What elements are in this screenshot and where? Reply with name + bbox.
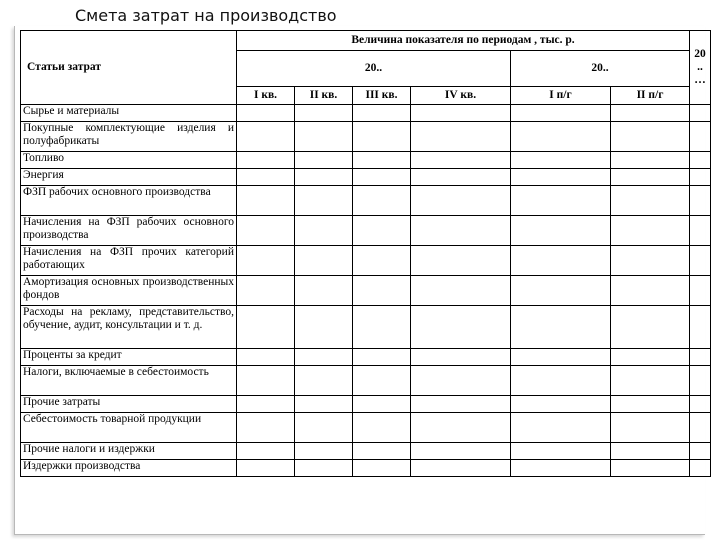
value-cell[interactable] xyxy=(511,306,611,349)
period-q3-header: III кв. xyxy=(353,87,411,105)
value-cell[interactable] xyxy=(690,169,711,186)
value-cell[interactable] xyxy=(295,306,353,349)
value-cell[interactable] xyxy=(295,460,353,477)
value-cell[interactable] xyxy=(411,396,511,413)
value-cell[interactable] xyxy=(411,186,511,216)
value-cell[interactable] xyxy=(237,216,295,246)
value-cell[interactable] xyxy=(690,122,711,152)
value-cell[interactable] xyxy=(611,396,690,413)
value-cell[interactable] xyxy=(295,169,353,186)
value-cell[interactable] xyxy=(237,306,295,349)
table-row xyxy=(21,413,711,443)
value-cell[interactable] xyxy=(237,152,295,169)
value-cell[interactable] xyxy=(295,216,353,246)
value-cell[interactable] xyxy=(611,443,690,460)
table-row xyxy=(21,246,711,276)
value-cell[interactable] xyxy=(295,186,353,216)
table-row xyxy=(21,460,711,477)
table-row xyxy=(21,122,711,152)
value-cell[interactable] xyxy=(511,276,611,306)
value-cell[interactable] xyxy=(237,396,295,413)
value-cell[interactable] xyxy=(295,152,353,169)
value-cell[interactable] xyxy=(611,122,690,152)
cost-item-label: Сырье и материалы xyxy=(21,105,237,122)
value-cell[interactable] xyxy=(411,169,511,186)
value-cell[interactable] xyxy=(511,413,611,443)
cost-item-label: Прочие затраты xyxy=(21,396,237,413)
value-cell[interactable] xyxy=(237,443,295,460)
value-cell[interactable] xyxy=(295,246,353,276)
value-cell[interactable] xyxy=(353,413,411,443)
value-cell[interactable] xyxy=(353,246,411,276)
value-cell[interactable] xyxy=(690,366,711,396)
table-row xyxy=(21,105,711,122)
value-cell[interactable] xyxy=(611,152,690,169)
value-cell[interactable] xyxy=(237,276,295,306)
value-cell[interactable] xyxy=(690,246,711,276)
table-row xyxy=(21,152,711,169)
value-cell[interactable] xyxy=(690,396,711,413)
value-cell[interactable] xyxy=(611,169,690,186)
cost-item-label: Топливо xyxy=(21,152,237,169)
value-cell[interactable] xyxy=(411,460,511,477)
cost-item-label: Покупные комплектующие изделия и полуфабрикаты xyxy=(21,122,237,152)
value-cell[interactable] xyxy=(690,443,711,460)
value-cell[interactable] xyxy=(411,105,511,122)
cost-item-label: Себестоимость товарной продукции xyxy=(21,413,237,443)
cost-item-label: Амортизация основных производственных фондов xyxy=(21,276,237,306)
value-cell[interactable] xyxy=(295,122,353,152)
period-h1-header: I п/г xyxy=(511,87,611,105)
table-row xyxy=(21,443,711,460)
value-cell[interactable] xyxy=(353,122,411,152)
value-cell[interactable] xyxy=(411,152,511,169)
value-cell[interactable] xyxy=(511,169,611,186)
value-cell[interactable] xyxy=(611,306,690,349)
value-cell[interactable] xyxy=(353,306,411,349)
value-cell[interactable] xyxy=(411,122,511,152)
value-cell[interactable] xyxy=(511,105,611,122)
value-cell[interactable] xyxy=(353,396,411,413)
group-header-cell: Величина показателя по периодам , тыс. р. xyxy=(237,31,690,51)
value-cell[interactable] xyxy=(237,366,295,396)
cost-item-label: Начисления на ФЗП рабочих основного производства xyxy=(21,216,237,246)
value-cell[interactable] xyxy=(411,246,511,276)
cost-item-label: Проценты за кредит xyxy=(21,349,237,366)
table-row xyxy=(21,306,711,349)
row-header-cell: Статьи затрат xyxy=(21,31,237,105)
value-cell[interactable] xyxy=(353,443,411,460)
period-h2-header: II п/г xyxy=(611,87,690,105)
value-cell[interactable] xyxy=(611,186,690,216)
value-cell[interactable] xyxy=(237,413,295,443)
value-cell[interactable] xyxy=(295,413,353,443)
value-cell[interactable] xyxy=(511,122,611,152)
value-cell[interactable] xyxy=(511,396,611,413)
value-cell[interactable] xyxy=(237,105,295,122)
value-cell[interactable] xyxy=(611,105,690,122)
value-cell[interactable] xyxy=(411,349,511,366)
year-1-header: 20.. xyxy=(237,51,511,87)
year-3-header: 20 .. … xyxy=(690,31,711,105)
value-cell[interactable] xyxy=(353,349,411,366)
value-cell[interactable] xyxy=(353,152,411,169)
value-cell[interactable] xyxy=(353,460,411,477)
value-cell[interactable] xyxy=(353,169,411,186)
value-cell[interactable] xyxy=(411,216,511,246)
table-row xyxy=(21,169,711,186)
table-row xyxy=(21,366,711,396)
value-cell[interactable] xyxy=(411,366,511,396)
value-cell[interactable] xyxy=(237,122,295,152)
value-cell[interactable] xyxy=(690,276,711,306)
value-cell[interactable] xyxy=(411,306,511,349)
value-cell[interactable] xyxy=(611,349,690,366)
value-cell[interactable] xyxy=(237,349,295,366)
value-cell[interactable] xyxy=(353,186,411,216)
value-cell[interactable] xyxy=(611,460,690,477)
value-cell[interactable] xyxy=(237,460,295,477)
value-cell[interactable] xyxy=(295,443,353,460)
table-row xyxy=(21,349,711,366)
value-cell[interactable] xyxy=(511,246,611,276)
value-cell[interactable] xyxy=(295,105,353,122)
value-cell[interactable] xyxy=(690,186,711,216)
value-cell[interactable] xyxy=(295,349,353,366)
value-cell[interactable] xyxy=(295,396,353,413)
value-cell[interactable] xyxy=(411,413,511,443)
cost-item-label: Издержки производства xyxy=(21,460,237,477)
cost-item-label: Начисления на ФЗП прочих категорий работающих xyxy=(21,246,237,276)
value-cell[interactable] xyxy=(511,443,611,460)
value-cell[interactable] xyxy=(237,169,295,186)
value-cell[interactable] xyxy=(690,460,711,477)
period-q1-header: I кв. xyxy=(237,87,295,105)
period-q2-header: II кв. xyxy=(295,87,353,105)
value-cell[interactable] xyxy=(690,413,711,443)
value-cell[interactable] xyxy=(611,413,690,443)
value-cell[interactable] xyxy=(511,460,611,477)
page-title: Смета затрат на производство xyxy=(75,6,337,25)
cost-item-label: Расходы на рекламу, представительство, обучение, аудит, консультации и т. д. xyxy=(21,306,237,349)
value-cell[interactable] xyxy=(511,216,611,246)
value-cell[interactable] xyxy=(237,186,295,216)
value-cell[interactable] xyxy=(690,306,711,349)
table-row xyxy=(21,276,711,306)
value-cell[interactable] xyxy=(690,152,711,169)
value-cell[interactable] xyxy=(411,276,511,306)
value-cell[interactable] xyxy=(411,443,511,460)
value-cell[interactable] xyxy=(611,246,690,276)
table-row xyxy=(21,216,711,246)
value-cell[interactable] xyxy=(353,366,411,396)
year-2-header: 20.. xyxy=(511,51,690,87)
value-cell[interactable] xyxy=(295,276,353,306)
value-cell[interactable] xyxy=(511,186,611,216)
value-cell[interactable] xyxy=(237,246,295,276)
value-cell[interactable] xyxy=(511,366,611,396)
value-cell[interactable] xyxy=(690,216,711,246)
value-cell[interactable] xyxy=(511,349,611,366)
value-cell[interactable] xyxy=(690,105,711,122)
cost-item-label: Прочие налоги и издержки xyxy=(21,443,237,460)
value-cell[interactable] xyxy=(611,366,690,396)
cost-item-label: Налоги, включаемые в себестоимость xyxy=(21,366,237,396)
value-cell[interactable] xyxy=(353,276,411,306)
table-row xyxy=(21,186,711,216)
value-cell[interactable] xyxy=(353,105,411,122)
value-cell[interactable] xyxy=(353,216,411,246)
value-cell[interactable] xyxy=(611,216,690,246)
period-q4-header: IV кв. xyxy=(411,87,511,105)
table-row xyxy=(21,396,711,413)
value-cell[interactable] xyxy=(690,349,711,366)
value-cell[interactable] xyxy=(295,366,353,396)
cost-item-label: ФЗП рабочих основного производства xyxy=(21,186,237,216)
cost-estimate-table xyxy=(20,30,711,477)
value-cell[interactable] xyxy=(611,276,690,306)
cost-item-label: Энергия xyxy=(21,169,237,186)
value-cell[interactable] xyxy=(511,152,611,169)
